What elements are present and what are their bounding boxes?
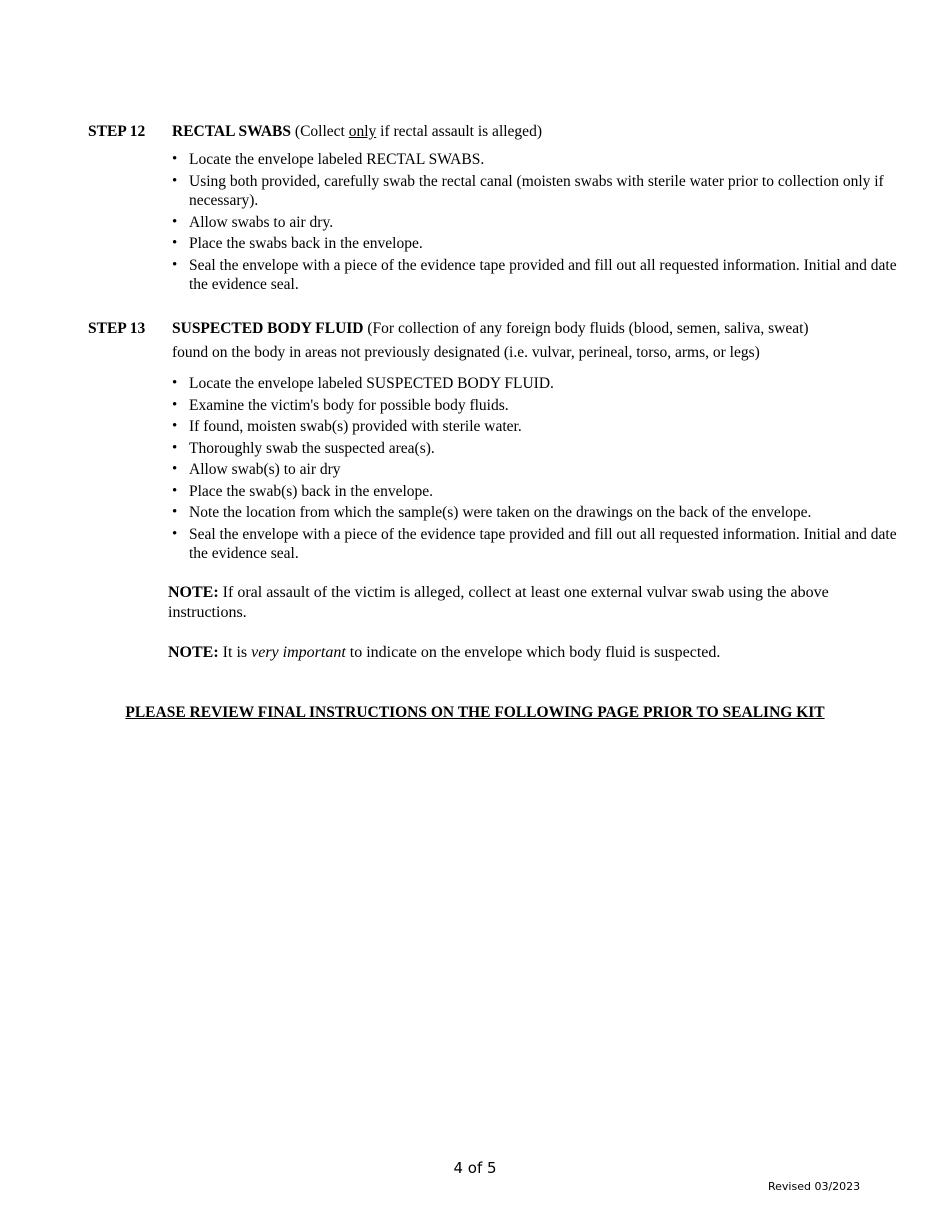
step-13-title: SUSPECTED BODY FLUID [172, 320, 364, 337]
step-13-section [88, 320, 918, 570]
step-13-heading [172, 320, 809, 338]
list-item: • Seal the envelope with a piece of the evidence tape provided and fill out all requested information. Initial and date the evidence seal. [172, 525, 912, 564]
note-2-text-before: It is [218, 644, 252, 661]
note-2-emphasis: very important [251, 644, 346, 661]
step-13-bullet-list [172, 374, 912, 566]
note-oral-assault [168, 583, 868, 622]
step-12-label: STEP 12 [88, 123, 146, 140]
step-12-title: RECTAL SWABS [172, 123, 292, 140]
list-item: • Locate the envelope labeled RECTAL SWABS. [172, 150, 912, 170]
list-item: • Locate the envelope labeled SUSPECTED BODY FLUID. [172, 374, 912, 394]
note-body-fluid [168, 643, 868, 663]
final-instructions-banner: PLEASE REVIEW FINAL INSTRUCTIONS ON THE FOLLOWING PAGE PRIOR TO SEALING KIT [125, 704, 825, 721]
revision-date: Revised 03/2023 [768, 1180, 861, 1193]
list-item: • Allow swabs to air dry. [172, 213, 912, 233]
note-1-text: If oral assault of the victim is alleged, collect at least one external vulvar swab using the above instructions. [168, 584, 829, 621]
list-item: • Thoroughly swab the suspected area(s). [172, 439, 912, 459]
step-12-heading [172, 123, 542, 141]
step-12-bullet-list [172, 150, 912, 297]
list-item: • Examine the victim's body for possible body fluids. [172, 396, 912, 416]
list-item: • Using both provided, carefully swab the rectal canal (moisten swabs with sterile water prior to collection only if necessary). [172, 172, 912, 211]
note-1-label: NOTE: [168, 584, 219, 601]
page-number: 4 of 5 [453, 1159, 497, 1177]
list-item: • If found, moisten swab(s) provided with sterile water. [172, 417, 912, 437]
step-13-description-line-2: found on the body in areas not previously designated (i.e. vulvar, perineal, torso, arms, or legs) [172, 344, 760, 361]
note-2-text-after: to indicate on the envelope which body fluid is suspected. [345, 644, 721, 661]
step-12-paren-open: (Collect [291, 123, 349, 140]
list-item: • Note the location from which the sample(s) were taken on the drawings on the back of the envelope. [172, 503, 912, 523]
note-2-label: NOTE: [168, 644, 219, 661]
list-item: • Seal the envelope with a piece of the evidence tape provided and fill out all requested information. Initial and date the evidence seal. [172, 256, 912, 295]
list-item: • Place the swab(s) back in the envelope. [172, 482, 912, 502]
list-item: • Place the swabs back in the envelope. [172, 234, 912, 254]
step-12-paren-close: if rectal assault is alleged) [376, 123, 542, 140]
step-13-description-line-1: (For collection of any foreign body fluids (blood, semen, saliva, sweat) [363, 320, 809, 337]
step-12-section [88, 123, 918, 303]
list-item: • Allow swab(s) to air dry [172, 460, 912, 480]
step-13-label: STEP 13 [88, 320, 146, 337]
step-12-paren-emphasis: only [348, 123, 377, 140]
